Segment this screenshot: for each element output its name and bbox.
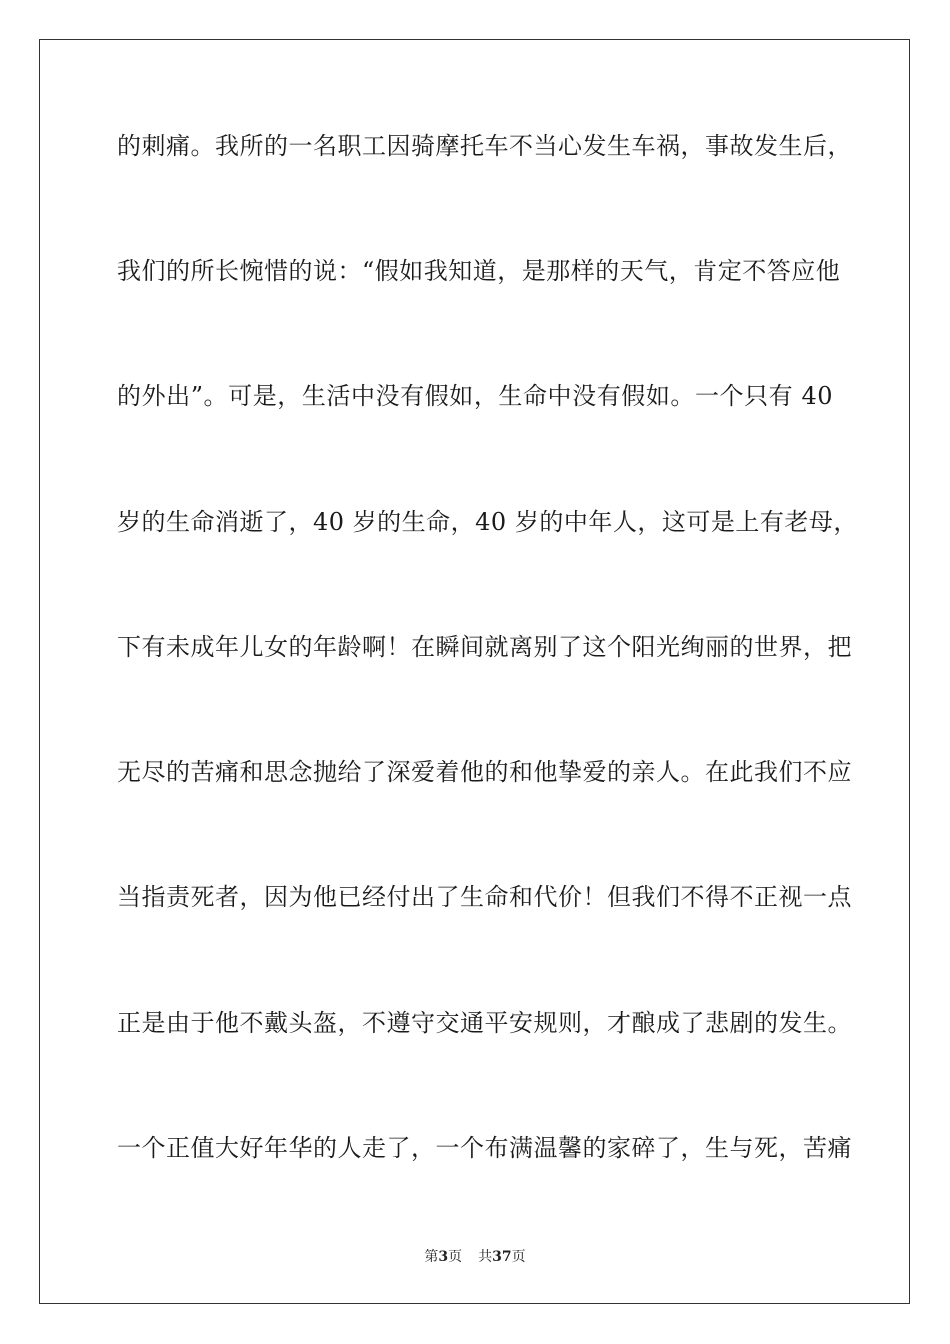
text-line-3: 的外出”。可是，生活中没有假如，生命中没有假如。一个只有 40: [117, 382, 833, 410]
total-prefix: 共: [478, 1249, 493, 1265]
text-line-5: 下有未成年儿女的年龄啊！在瞬间就离别了这个阳光绚丽的世界，把: [117, 633, 852, 661]
total-suffix: 页: [511, 1249, 526, 1265]
text-line-2: 我们的所长惋惜的说：“假如我知道，是那样的天气，肯定不答应他: [117, 257, 841, 285]
text-line-8: 正是由于他不戴头盔，不遵守交通平安规则，才酿成了悲剧的发生。: [117, 1009, 852, 1037]
page-border: [39, 39, 910, 1304]
text-line-7: 当指责死者，因为他已经付出了生命和代价！但我们不得不正视一点: [117, 883, 852, 911]
page-footer: [0, 1248, 950, 1266]
page-suffix: 页: [448, 1249, 463, 1265]
text-line-4: 岁的生命消逝了，40 岁的生命，40 岁的中年人，这可是上有老母，: [117, 508, 858, 536]
text-line-1: 的刺痛。我所的一名职工因骑摩托车不当心发生车祸，事故发生后，: [117, 132, 852, 160]
text-line-9: 一个正值大好年华的人走了，一个布满温馨的家碎了，生与死，苦痛: [117, 1134, 852, 1162]
total-pages: 37: [492, 1249, 512, 1265]
page-prefix: 第: [424, 1249, 439, 1265]
page-number: 3: [438, 1249, 449, 1265]
text-line-6: 无尽的苦痛和思念抛给了深爱着他的和他挚爱的亲人。在此我们不应: [117, 758, 852, 786]
